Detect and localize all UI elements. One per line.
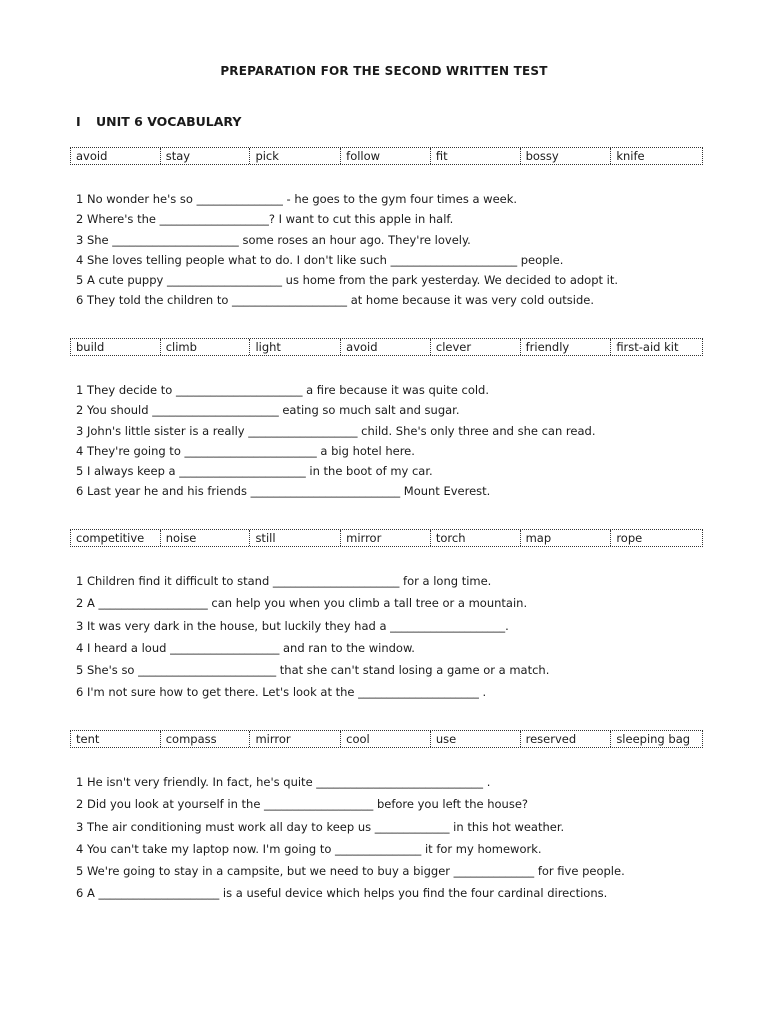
- word-box-2: [70, 338, 703, 356]
- exercise-sentence: 5 A cute puppy ____________________ us home from the park yesterday. We decided to adopt it.: [76, 273, 619, 288]
- sentence-list-3: [76, 570, 716, 704]
- exercise-sentence: 1 No wonder he's so _______________ - he goes to the gym four times a week.: [76, 192, 518, 206]
- word-cell: reserved: [521, 731, 612, 747]
- exercise-sentence: 4 You can't take my laptop now. I'm going to _______________ it for my homework.: [76, 841, 542, 856]
- exercise-sentence: 5 She's so ________________________ that she can't stand losing a game or a match.: [76, 663, 550, 678]
- exercise-sentence: 6 They told the children to ____________________ at home because it was very cold outside.: [76, 293, 595, 308]
- word-cell: climb: [161, 339, 251, 355]
- word-cell: avoid: [341, 339, 431, 355]
- word-cell: knife: [616, 149, 645, 163]
- word-cell: follow: [341, 148, 431, 164]
- exercise-sentence: 2 A ___________________ can help you when you climb a tall tree or a mountain.: [76, 596, 528, 611]
- exercise-sentence: 6 I'm not sure how to get there. Let's look at the _____________________ .: [76, 685, 487, 700]
- word-cell: mirror: [341, 530, 431, 546]
- word-cell: light: [250, 339, 341, 355]
- word-cell: first-aid kit: [616, 340, 679, 354]
- section-heading: [76, 114, 241, 129]
- word-cell: map: [521, 530, 612, 546]
- word-cell: avoid: [71, 148, 161, 164]
- word-cell: competitive: [71, 530, 161, 546]
- word-cell: fit: [431, 148, 521, 164]
- word-cell: sleeping bag: [616, 732, 691, 746]
- exercise-sentence: 6 Last year he and his friends __________________________ Mount Everest.: [76, 484, 491, 499]
- word-cell: use: [431, 731, 521, 747]
- section-label: UNIT 6 VOCABULARY: [96, 114, 242, 129]
- word-cell: stay: [161, 148, 251, 164]
- word-cell: friendly: [521, 339, 612, 355]
- exercise-sentence: 3 She ______________________ some roses an hour ago. They're lovely.: [76, 232, 471, 247]
- word-cell: noise: [161, 530, 251, 546]
- word-cell: torch: [431, 530, 521, 546]
- exercise-sentence: 4 She loves telling people what to do. I don't like such ______________________ people.: [76, 252, 564, 267]
- page-title: PREPARATION FOR THE SECOND WRITTEN TEST: [220, 64, 548, 78]
- exercise-sentence: 3 John's little sister is a really ___________________ child. She's only three and she can read.: [76, 423, 596, 438]
- word-cell: mirror: [250, 731, 341, 747]
- exercise-sentence: 3 It was very dark in the house, but luckily they had a ____________________.: [76, 618, 509, 633]
- exercise-sentence: 4 They're going to _______________________ a big hotel here.: [76, 443, 415, 458]
- exercise-sentence: 2 Did you look at yourself in the ___________________ before you left the house?: [76, 797, 528, 812]
- word-cell: clever: [431, 339, 521, 355]
- exercise-sentence: 1 He isn't very friendly. In fact, he's quite _____________________________ .: [76, 775, 491, 789]
- sentence-list-2: [76, 380, 716, 502]
- word-cell: bossy: [521, 148, 612, 164]
- word-cell: build: [71, 339, 161, 355]
- word-cell: still: [250, 530, 341, 546]
- word-cell: rope: [616, 531, 643, 545]
- exercise-sentence: 2 Where's the ___________________? I want to cut this apple in half.: [76, 212, 454, 227]
- exercise-sentence: 2 You should ______________________ eating so much salt and sugar.: [76, 403, 460, 418]
- exercise-sentence: 3 The air conditioning must work all day to keep us _____________ in this hot weather.: [76, 819, 565, 834]
- exercise-sentence: 1 They decide to ______________________ a fire because it was quite cold.: [76, 383, 490, 397]
- section-number: I: [76, 114, 81, 129]
- exercise-sentence: 5 I always keep a ______________________ in the boot of my car.: [76, 464, 433, 479]
- word-cell: cool: [341, 731, 431, 747]
- exercise-sentence: 4 I heard a loud ___________________ and ran to the window.: [76, 640, 415, 655]
- word-cell: pick: [250, 148, 341, 164]
- sentence-list-1: [76, 189, 716, 311]
- sentence-list-4: [76, 771, 716, 905]
- exercise-sentence: 5 We're going to stay in a campsite, but we need to buy a bigger ______________ for five people.: [76, 864, 625, 879]
- word-cell: tent: [71, 731, 161, 747]
- word-cell: compass: [161, 731, 251, 747]
- exercise-sentence: 6 A _____________________ is a useful device which helps you find the four cardinal directions.: [76, 886, 608, 901]
- word-box-1: [70, 147, 703, 165]
- word-box-4: [70, 730, 703, 748]
- exercise-sentence: 1 Children find it difficult to stand ______________________ for a long time.: [76, 574, 492, 588]
- word-box-3: [70, 529, 703, 547]
